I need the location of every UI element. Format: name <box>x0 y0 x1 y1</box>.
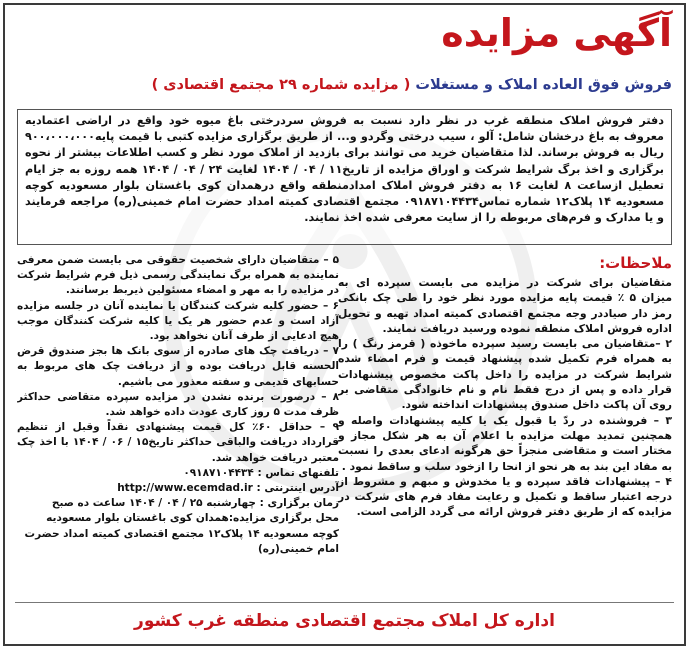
note-item-5: ۵ – متقاضیان دارای شخصیت حقوقی می بایست ضمن معرفی نماینده به همراه برگ نمایندگی رسمی ذیل فرم شرایط شرکت در مزایده را به مهر و امضاء مسئولین ذیربط برسانند. <box>17 254 339 297</box>
notes-column-right <box>338 253 672 595</box>
auction-time: زمان برگزاری : چهارشنبه ۲۵ / ۰۴ / ۱۴۰۴ ساعت ده صبح <box>51 497 339 510</box>
notice-subtitle <box>152 75 672 95</box>
notes-title: ملاحظات: <box>599 254 672 272</box>
note-item-1: متقاضیان برای شرکت در مزایده می بایست سپرده ای به میزان ۵ ٪ قیمت پایه مزایده مورد نظر خود را طی چک بانکی رمز دار صیاددر وجه مجتمع اقتصادی کمیته امداد تهیه و تحویل اداره فروش املاک منطقه نموده ورسید دریافت نمایند. <box>338 276 672 335</box>
note-item-6: ۶ – حضور کلیه شرکت کنندگان یا نماینده آنان در جلسه مزایده آزاد است و عدم حضور هر یک یا کلیه شرکت کنندگان موجب هیچ ادعایی از طرف آنان نخواهد بود. <box>17 299 339 343</box>
note-item-3: ۳ – فروشنده در ردّ یا قبول یک یا کلیه پیشنهادات واصله و همچنین تمدید مهلت مزایده با اعلام آن به هر شکل مجاز و مختار است و متقاضی منجزاً حق هرگونه ادعای بعدی را نسبت به مفاد این بند به هر نحو از انحا را ازخود سلب و ساقط نمود . <box>338 413 672 473</box>
notice-title: آگهی مزایده <box>441 11 672 55</box>
note-item-9: ۹ – حداقل ۶۰٪ کل قیمت پیشنهادی نقداً وقبل از تنظیم قرارداد دریافت والباقی حداکثر تاریخ۱۵ / ۰۶ / ۱۴۰۴ با اخذ چک معتبر دریافت خواهد شد. <box>17 421 339 464</box>
auction-address: محل برگزاری مزایده:همدان کوی باغستان بلوار مسعودیه کوچه مسعودیه ۱۴ پلاک۱۲ مجتمع اقتصادی کمیته امداد حضرت امام خمینی(ره) <box>24 512 339 555</box>
intro-text: دفتر فروش املاک منطقه غرب در نظر دارد نسبت به فروش سردرختی باغ میوه خود واقع در اراضی اعتمادیه معروف به باغ درخشان شامل: آلو ، سیب درختی وگردو و... از طریق برگزاری مزایده کتبی با قیمت پایه۹۰۰،۰۰۰،۰۰۰ ریال به فروش برساند. لذا متقاضیان خرید می توانند برای بازدید از املاک مورد نظر و کسب اطلاعات بیشتر از نحوه برگزاری و اخذ برگ شرایط شرکت و اوراق مزایده از تاریخ۱۱ / ۰۴ / ۱۴۰۴ لغایت ۲۴ / ۰۴ / ۱۴۰۴ همه روزه به جز ایام تعطیل ازساعت ۸ لغایت ۱۶ به دفتر فروش املاک امدادمنطقه واقع درهمدان کوی باغستان بلوار مسعودیه کوچه مسعودیه ۱۴ پلاک۱۲ شماره تماس۰۹۱۸۷۱۰۴۴۳۴ مجتمع اقتصادی کمیته امداد حضرت امام خمینی(ره) مراجعه فرمایند و یا مدارک و فرم‌های مربوطه را از سایت معرفی شده اخذ نمایند. <box>25 114 665 225</box>
subtitle-auction-number: ( مزایده شماره ۲۹ مجتمع اقتصادی ) <box>151 77 411 93</box>
note-item-7: ۷ – دریافت چک های صادره از سوی بانک ها بجز صندوق قرض الحسنه قابل دریافت بوده و از دریافت چک های مربوط به حسابهای قدیمی و سفته معذور می باشیم. <box>17 345 339 388</box>
note-item-4: ۴ – پیشنهادات فاقد سپرده و یا مخدوش و مبهم و مشروط از درجه اعتبار ساقط و تکمیل و رعایت مفاد فرم های شرکت در مزایده که از طریق دفتر فروش ارائه می گردد الزامی است. <box>338 474 672 519</box>
note-item-8: ۸ – درصورت برنده نشدن در مزایده سپرده متقاضی حداکثر ظرف مدت ۵ روز کاری عودت داده خواهد شد. <box>17 390 339 419</box>
contact-website[interactable]: آدرس اینترنتی : http://www.ecemdad.ir <box>117 482 339 495</box>
note-item-2: ۲ –متقاضیان می بایست رسید سپرده ماخوذه ( قرمز رنگ ) را به همراه فرم تکمیل شده پیشنهاد قیمت و فرم امضاء شده شرایط شرکت در مزایده را داخل پاکت مخصوص پیشنهادات قرار داده و پس از درج فقط نام و نام خانوادگی متقاضی بر روی آن پاکت داخل صندوق پیشنهادات انداخته شود. <box>338 337 672 412</box>
notes-column-left <box>17 253 339 595</box>
intro-box <box>17 109 672 245</box>
footer-organization: اداره کل املاک مجتمع اقتصادی منطقه غرب کشور <box>15 602 674 639</box>
auction-notice <box>3 3 686 646</box>
subtitle-main: فروش فوق العاده املاک و مستغلات <box>415 77 672 93</box>
contact-phone: تلفنهای تماس : ۰۹۱۸۷۱۰۴۴۳۴ <box>183 466 339 479</box>
